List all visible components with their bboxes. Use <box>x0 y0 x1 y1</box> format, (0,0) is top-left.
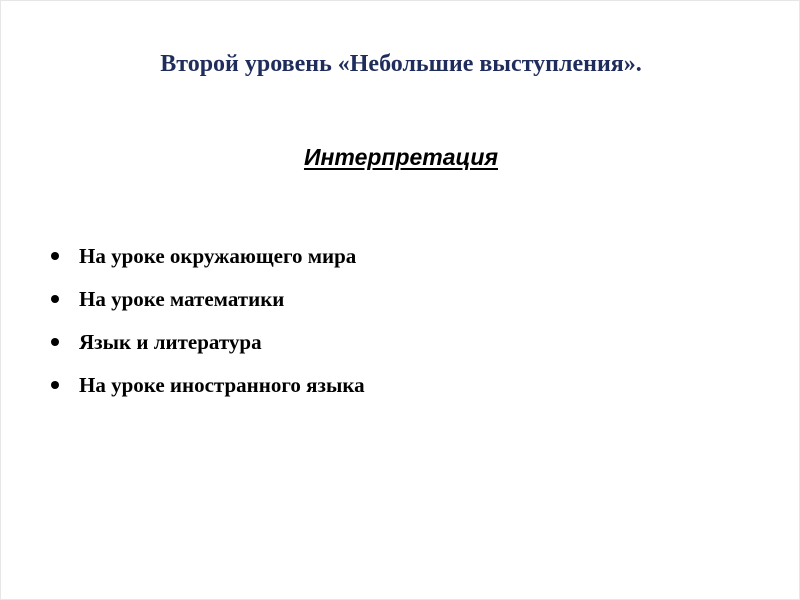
bullet-icon <box>51 252 59 260</box>
list-item <box>47 366 365 409</box>
bullet-icon <box>51 338 59 346</box>
list-item <box>47 237 365 280</box>
bullet-icon <box>51 295 59 303</box>
bullet-list <box>47 237 365 409</box>
list-item-text: На уроке математики <box>79 287 285 311</box>
list-item-text: На уроке иностранного языка <box>79 373 365 397</box>
list-item <box>47 323 365 366</box>
list-item-text: Язык и литература <box>79 330 262 354</box>
list-item-text: На уроке окружающего мира <box>79 244 357 268</box>
list-item <box>47 280 365 323</box>
slide-title: Второй уровень «Небольшие выступления». <box>160 51 642 77</box>
slide-subtitle: Интерпретация <box>303 144 498 170</box>
bullet-icon <box>51 381 59 389</box>
